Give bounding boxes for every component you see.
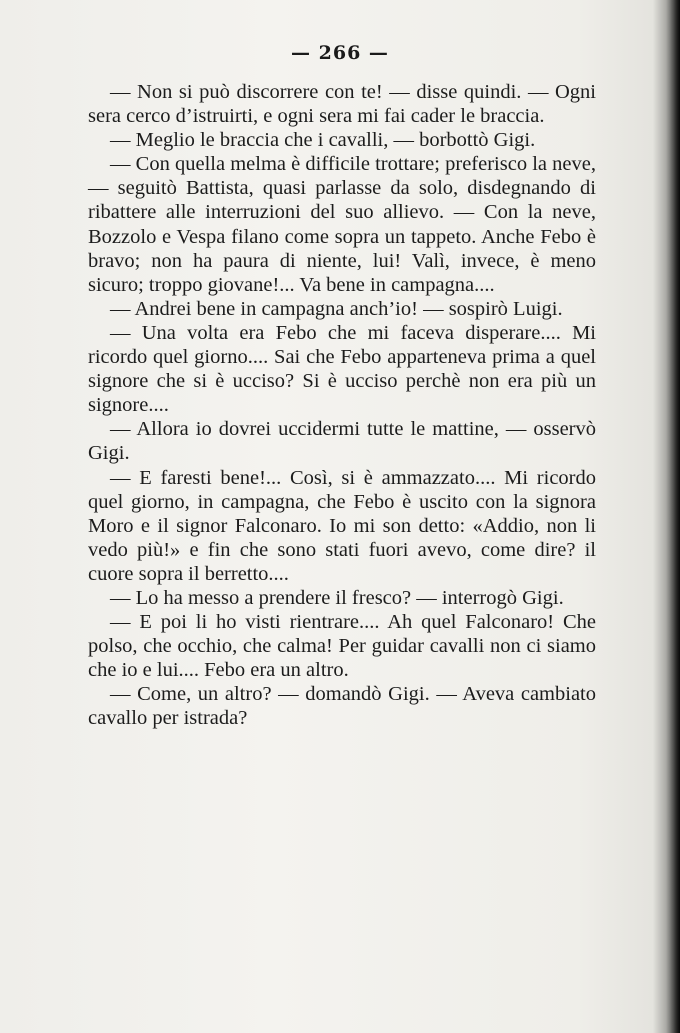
- paragraph: — Andrei bene in campagna anch’io! — sospirò Luigi.: [110, 297, 563, 320]
- paragraph: — Come, un altro? — domandò Gigi. — Aveva cambiato cavallo per istrada?: [88, 683, 596, 730]
- paragraph: — Allora io dovrei uccidermi tutte le mattine, — osservò Gigi.: [88, 418, 596, 465]
- page-number: — 266 —: [291, 42, 389, 64]
- paragraph: — Non si può discorrere con te! — disse quindi. — Ogni sera cerco d’istruirti, e ogni sera mi fai cader le braccia.: [88, 81, 596, 128]
- body-text: [88, 80, 596, 731]
- paragraph: — Meglio le braccia che i cavalli, — borbottò Gigi.: [110, 129, 536, 152]
- paragraph: — Con quella melma è difficile trottare; preferisco la neve, — seguitò Battista, quasi parlasse da solo, disdegnando di ribattere alle interruzioni del suo allievo. — Con la neve, Bozzolo e Vespa filano come sopra un tappeto. Anche Febo è bravo; non ha paura di niente, lui! Valì, invece, è meno sicuro; troppo giovane!... Va bene in campagna....: [88, 153, 596, 296]
- paragraph: — E faresti bene!... Così, si è ammazzato.... Mi ricordo quel giorno, in campagna, che Febo è uscito con la signora Moro e il signor Falconaro. Io mi son detto: «Addio, non li vedo più!» e fin che sono stati fuori avevo, come dire? il cuore sopra il berretto....: [88, 466, 596, 585]
- page-fold-shadow: [666, 0, 680, 1033]
- paragraph: — Lo ha messo a prendere il fresco? — interrogò Gigi.: [110, 586, 564, 609]
- paragraph: — E poi li ho visti rientrare.... Ah quel Falconaro! Che polso, che occhio, che calma! Per guidar cavalli non ci siamo che io e lui.... Febo era un altro.: [88, 611, 596, 682]
- paragraph: — Una volta era Febo che mi faceva disperare.... Mi ricordo quel giorno.... Sai che Febo apparteneva prima a quel signore che si è ucciso? Si è ucciso perchè non era più un signore....: [88, 321, 596, 417]
